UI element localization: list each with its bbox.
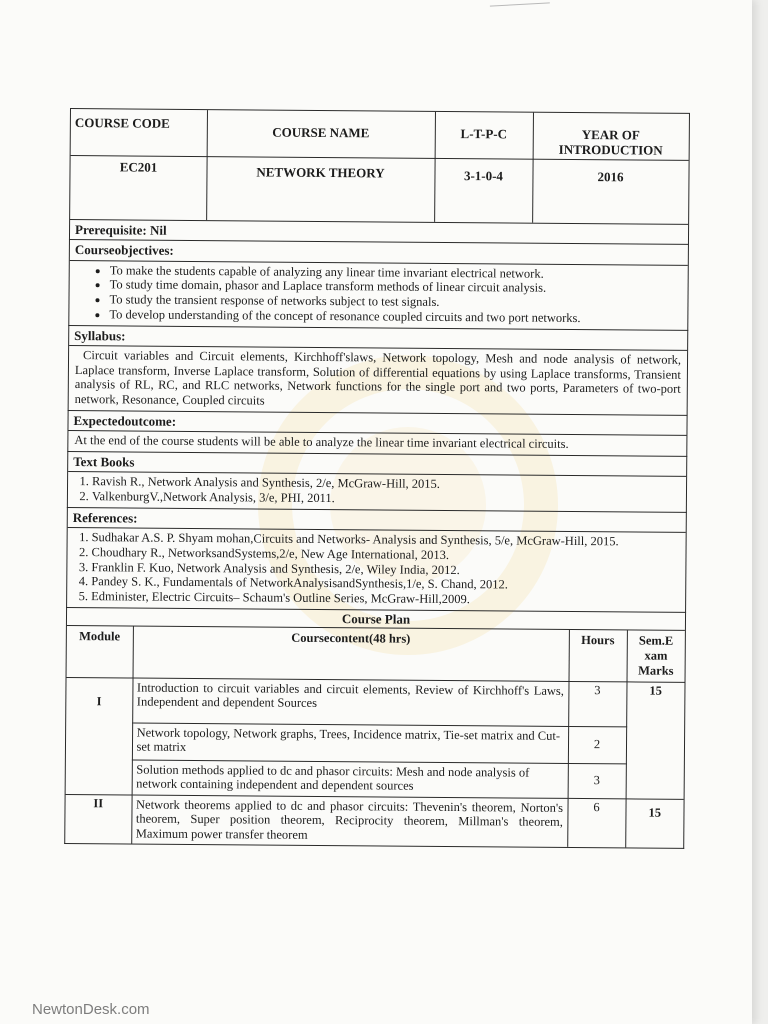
content-column-header: Coursecontent(48 hrs) xyxy=(133,627,569,681)
module-column-header: Module xyxy=(67,626,133,677)
course-plan-section xyxy=(64,608,686,849)
course-plan-header-row xyxy=(67,626,685,682)
textbook-item: 1. Ravish R., Network Analysis and Synthesis, 2/e, McGraw-Hill, 2015. xyxy=(92,475,680,494)
textbook-item: 2. ValkenburgV.,Network Analysis, 3/e, PHI, 2011. xyxy=(92,489,680,508)
textbooks-list xyxy=(74,474,680,508)
syllabus-section xyxy=(68,326,689,416)
marks-cell: 15 xyxy=(626,681,685,798)
content-cell: Introduction to circuit variables and circuit elements, Review of Kirchhoff's Laws, Independent and dependent Sources xyxy=(132,678,568,726)
scan-mark xyxy=(490,2,550,12)
ltpc-value: 3-1-0-4 xyxy=(463,168,504,184)
course-plan-title: Course Plan xyxy=(67,608,685,631)
textbooks-title: Text Books xyxy=(68,452,686,477)
table-row xyxy=(66,759,684,799)
outcome-text: At the end of the course students will be able to analyze the linear time invariant electrical circuits. xyxy=(74,433,569,452)
table-row xyxy=(65,794,683,848)
hours-column-header: Hours xyxy=(569,630,627,681)
marks-cell: 15 xyxy=(625,798,683,847)
reference-item: 3. Franklin F. Kuo, Network Analysis and Synthesis, 2/e, Wiley India, 2012. xyxy=(91,560,679,579)
course-plan-table xyxy=(65,626,685,847)
objectives-title: Courseobjectives: xyxy=(70,240,688,265)
site-watermark: NewtonDesk.com xyxy=(32,1001,150,1018)
module-cell: II xyxy=(65,794,131,843)
objectives-list xyxy=(69,263,681,327)
course-name-value: NETWORK THEORY xyxy=(256,164,385,181)
content-cell: Network topology, Network graphs, Trees, Incidence matrix, Tie-set matrix and Cut-set matrix xyxy=(132,723,568,763)
objective-item: • To study time domain, phasor and Laplace transform methods of linear circuit analysis. xyxy=(110,278,682,297)
course-name-label: COURSE NAME xyxy=(272,124,370,141)
hours-cell: 2 xyxy=(568,726,626,763)
objective-item: • To make the students capable of analyzing any linear time invariant electrical network. xyxy=(110,263,682,282)
references-list xyxy=(73,530,680,609)
objective-item: • To develop understanding of the concept of resonance coupled circuits and two port networks. xyxy=(109,307,681,326)
hours-cell: 6 xyxy=(567,798,625,847)
reference-item: 1. Sudhakar A.S. P. Shyam mohan,Circuits and Networks- Analysis and Synthesis, 5/e, McGraw-Hill, 2015. xyxy=(92,530,680,549)
ltpc-label: L-T-P-C xyxy=(460,126,508,142)
content-cell: Network theorems applied to dc and phasor circuits: Thevenin's theorem, Norton's theorem, Super position theorem, Reciprocity theorem, Millman's theorem, Maximum power transfer theorem xyxy=(131,795,567,847)
prerequisite-text: Prerequisite: Nil xyxy=(74,222,167,238)
reference-item: 4. Pandey S. K., Fundamentals of NetworkAnalysisandSynthesis,1/e, S. Chand, 2012. xyxy=(91,575,679,594)
year-value: 2016 xyxy=(597,169,624,185)
objectives-section xyxy=(68,240,689,330)
table-row xyxy=(66,677,684,727)
hours-cell: 3 xyxy=(568,681,626,726)
content-cell: Solution methods applied to dc and phasor circuits: Mesh and node analysis of network containing independent and dependent sources xyxy=(132,760,568,798)
reference-item: 5. Edminister, Electric Circuits– Schaum's Outline Series, McGraw-Hill,2009. xyxy=(91,589,679,608)
references-section xyxy=(66,508,687,613)
syllabus-title: Syllabus: xyxy=(69,326,687,351)
references-title: References: xyxy=(68,508,686,533)
course-document xyxy=(64,108,690,849)
year-label: YEAR OF INTRODUCTION xyxy=(558,127,663,158)
course-header-table xyxy=(69,108,690,225)
outcome-section xyxy=(67,411,687,457)
syllabus-text: Circuit variables and Circuit elements, Kirchhoff'slaws, Network topology, Mesh and node analysis of network, Laplace transform, Inverse Laplace transform, Solution of differential equations by using Laplace transforms, Transient analysis of RL, RC, and RLC networks, Network functions for the single port and two ports, Parameters of two-port network, Resonance, Coupled circuits xyxy=(74,348,682,408)
table-row xyxy=(66,722,684,764)
reference-item: 2. Choudhary R., NetworksandSystems,2/e, New Age International, 2013. xyxy=(91,545,679,564)
module-cell: I xyxy=(66,677,133,795)
marks-column-header: Sem.E xam Marks xyxy=(627,631,685,682)
objective-item: • To study the transient response of networks subject to test signals. xyxy=(109,292,681,311)
course-code-value: EC201 xyxy=(119,159,158,175)
hours-cell: 3 xyxy=(568,763,626,798)
textbooks-section xyxy=(67,452,687,513)
outcome-title: Expectedoutcome: xyxy=(68,411,686,436)
course-code-label: COURSE CODE xyxy=(74,115,170,131)
